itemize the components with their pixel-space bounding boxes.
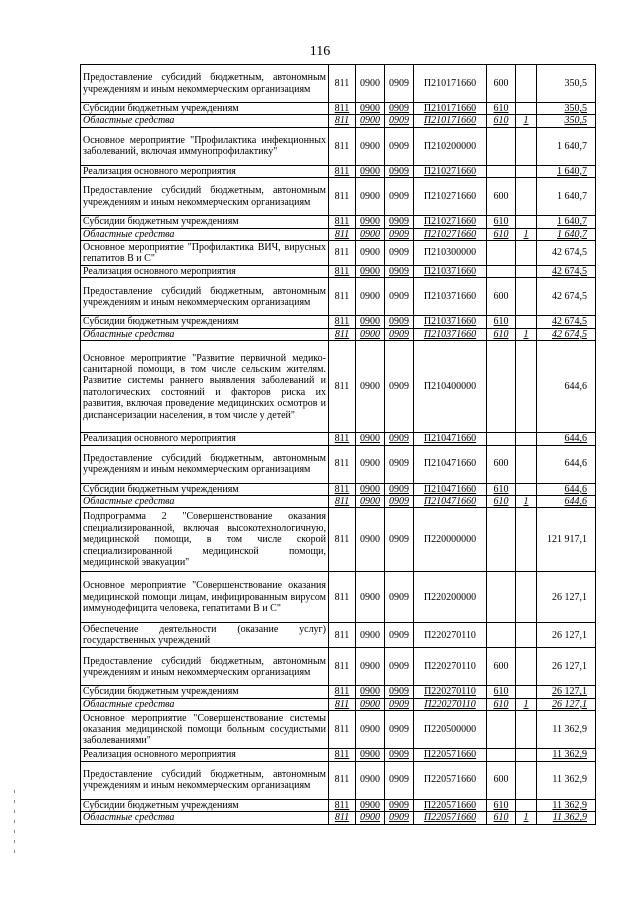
section-code: 0900 (356, 812, 385, 824)
ministry-code: 811 (329, 711, 356, 749)
table-row (81, 508, 596, 572)
table-row (81, 341, 596, 433)
expense-type-code (487, 266, 516, 278)
source-code (516, 341, 537, 433)
target-article-code: П220571660 (414, 761, 487, 799)
ministry-code: 811 (329, 749, 356, 761)
amount: 42 674,5 (537, 316, 596, 328)
target-article-code: П210371660 (414, 266, 487, 278)
table-row (81, 115, 596, 127)
table-row (81, 698, 596, 710)
subsection-code: 0909 (385, 761, 414, 799)
expense-type-code (487, 433, 516, 445)
subsection-code: 0909 (385, 115, 414, 127)
row-description: Областные средства (81, 812, 329, 824)
source-code: 1 (516, 496, 537, 508)
ministry-code: 811 (329, 812, 356, 824)
target-article-code: П210471660 (414, 483, 487, 495)
section-code: 0900 (356, 496, 385, 508)
row-description: Субсидии бюджетным учреждениям (81, 686, 329, 698)
source-code (516, 278, 537, 316)
subsection-code: 0909 (385, 508, 414, 572)
section-code: 0900 (356, 127, 385, 165)
source-code (516, 761, 537, 799)
ministry-code: 811 (329, 216, 356, 228)
margin-marks (14, 790, 16, 860)
table-row (81, 799, 596, 811)
row-description: Реализация основного мероприятия (81, 749, 329, 761)
target-article-code: П210171660 (414, 103, 487, 115)
amount: 11 362,9 (537, 812, 596, 824)
expense-type-code: 610 (487, 686, 516, 698)
amount: 1 640,7 (537, 165, 596, 177)
section-code: 0900 (356, 65, 385, 103)
ministry-code: 811 (329, 65, 356, 103)
expense-type-code: 610 (487, 228, 516, 240)
ministry-code: 811 (329, 127, 356, 165)
target-article-code: П220270110 (414, 648, 487, 686)
subsection-code: 0909 (385, 749, 414, 761)
expense-type-code: 600 (487, 445, 516, 483)
section-code: 0900 (356, 341, 385, 433)
expense-type-code: 610 (487, 103, 516, 115)
source-code (516, 178, 537, 216)
source-code (516, 127, 537, 165)
subsection-code: 0909 (385, 127, 414, 165)
subsection-code: 0909 (385, 711, 414, 749)
section-code: 0900 (356, 711, 385, 749)
source-code (516, 165, 537, 177)
expense-type-code (487, 572, 516, 623)
table-row (81, 103, 596, 115)
amount: 121 917,1 (537, 508, 596, 572)
amount: 11 362,9 (537, 749, 596, 761)
amount: 350,5 (537, 103, 596, 115)
target-article-code: П210171660 (414, 115, 487, 127)
amount: 644,6 (537, 433, 596, 445)
expense-type-code (487, 749, 516, 761)
amount: 42 674,5 (537, 241, 596, 266)
row-description: Областные средства (81, 698, 329, 710)
section-code: 0900 (356, 165, 385, 177)
row-description: Субсидии бюджетным учреждениям (81, 316, 329, 328)
row-description: Реализация основного мероприятия (81, 266, 329, 278)
ministry-code: 811 (329, 496, 356, 508)
source-code (516, 445, 537, 483)
expense-type-code: 610 (487, 328, 516, 340)
source-code (516, 266, 537, 278)
row-description: Областные средства (81, 115, 329, 127)
subsection-code: 0909 (385, 623, 414, 648)
section-code: 0900 (356, 483, 385, 495)
table-row (81, 812, 596, 824)
table-row (81, 433, 596, 445)
target-article-code: П220571660 (414, 749, 487, 761)
table-row (81, 761, 596, 799)
expense-type-code: 600 (487, 278, 516, 316)
expense-type-code (487, 165, 516, 177)
amount: 644,6 (537, 483, 596, 495)
row-description: Предоставление субсидий бюджетным, автономным учреждениям и иным некоммерческим организациям (81, 648, 329, 686)
expense-type-code: 610 (487, 216, 516, 228)
section-code: 0900 (356, 623, 385, 648)
row-description: Субсидии бюджетным учреждениям (81, 483, 329, 495)
amount: 42 674,5 (537, 266, 596, 278)
table-row (81, 445, 596, 483)
subsection-code: 0909 (385, 483, 414, 495)
source-code (516, 216, 537, 228)
amount: 1 640,7 (537, 127, 596, 165)
expense-type-code (487, 241, 516, 266)
target-article-code: П220200000 (414, 572, 487, 623)
amount: 26 127,1 (537, 572, 596, 623)
ministry-code: 811 (329, 165, 356, 177)
source-code (516, 648, 537, 686)
ministry-code: 811 (329, 178, 356, 216)
expense-type-code: 610 (487, 698, 516, 710)
subsection-code: 0909 (385, 648, 414, 686)
source-code (516, 316, 537, 328)
row-description: Предоставление субсидий бюджетным, автономным учреждениям и иным некоммерческим организациям (81, 278, 329, 316)
section-code: 0900 (356, 266, 385, 278)
source-code (516, 799, 537, 811)
ministry-code: 811 (329, 508, 356, 572)
target-article-code: П220500000 (414, 711, 487, 749)
expense-type-code (487, 341, 516, 433)
ministry-code: 811 (329, 686, 356, 698)
amount: 1 640,7 (537, 228, 596, 240)
ministry-code: 811 (329, 799, 356, 811)
table-row (81, 623, 596, 648)
table-row (81, 216, 596, 228)
row-description: Основное мероприятие "Совершенствование оказания медицинской помощи лицам, инфицированным вирусом иммунодефицита человека, гепатитами В и С" (81, 572, 329, 623)
subsection-code: 0909 (385, 433, 414, 445)
target-article-code: П210271660 (414, 216, 487, 228)
subsection-code: 0909 (385, 341, 414, 433)
section-code: 0900 (356, 316, 385, 328)
row-description: Предоставление субсидий бюджетным, автономным учреждениям и иным некоммерческим организациям (81, 65, 329, 103)
amount: 26 127,1 (537, 623, 596, 648)
source-code (516, 103, 537, 115)
table-row (81, 228, 596, 240)
expense-type-code: 610 (487, 799, 516, 811)
amount: 11 362,9 (537, 799, 596, 811)
target-article-code: П220270110 (414, 623, 487, 648)
table-row (81, 266, 596, 278)
target-article-code: П210171660 (414, 65, 487, 103)
target-article-code: П210300000 (414, 241, 487, 266)
ministry-code: 811 (329, 341, 356, 433)
ministry-code: 811 (329, 266, 356, 278)
amount: 644,6 (537, 445, 596, 483)
section-code: 0900 (356, 648, 385, 686)
table-row (81, 241, 596, 266)
target-article-code: П210471660 (414, 433, 487, 445)
target-article-code: П220571660 (414, 799, 487, 811)
expense-type-code: 600 (487, 65, 516, 103)
table-row (81, 572, 596, 623)
target-article-code: П210371660 (414, 328, 487, 340)
section-code: 0900 (356, 749, 385, 761)
table-row (81, 711, 596, 749)
subsection-code: 0909 (385, 698, 414, 710)
amount: 1 640,7 (537, 178, 596, 216)
target-article-code: П210371660 (414, 316, 487, 328)
target-article-code: П210471660 (414, 445, 487, 483)
ministry-code: 811 (329, 228, 356, 240)
source-code: 1 (516, 228, 537, 240)
source-code (516, 65, 537, 103)
table-row (81, 178, 596, 216)
amount: 1 640,7 (537, 216, 596, 228)
row-description: Реализация основного мероприятия (81, 433, 329, 445)
amount: 42 674,5 (537, 278, 596, 316)
expense-type-code: 610 (487, 115, 516, 127)
page-number: 116 (309, 44, 331, 59)
target-article-code: П220000000 (414, 508, 487, 572)
subsection-code: 0909 (385, 278, 414, 316)
expense-type-code: 600 (487, 761, 516, 799)
source-code (516, 749, 537, 761)
target-article-code: П210271660 (414, 228, 487, 240)
expense-type-code: 600 (487, 648, 516, 686)
ministry-code: 811 (329, 483, 356, 495)
row-description: Основное мероприятие "Развитие первичной медико-санитарной помощи, в том числе сельским жителям. Развитие системы раннего выявления заболеваний и патологических состояний и факторов риска их развития, включая проведение медицинских осмотров и диспансеризации населения, в том числе у детей" (81, 341, 329, 433)
table-row (81, 328, 596, 340)
subsection-code: 0909 (385, 328, 414, 340)
target-article-code: П210371660 (414, 278, 487, 316)
ministry-code: 811 (329, 698, 356, 710)
table-row (81, 165, 596, 177)
expense-type-code: 610 (487, 316, 516, 328)
source-code (516, 711, 537, 749)
section-code: 0900 (356, 433, 385, 445)
target-article-code: П220270110 (414, 686, 487, 698)
amount: 644,6 (537, 341, 596, 433)
section-code: 0900 (356, 572, 385, 623)
ministry-code: 811 (329, 572, 356, 623)
source-code (516, 508, 537, 572)
section-code: 0900 (356, 761, 385, 799)
ministry-code: 811 (329, 115, 356, 127)
ministry-code: 811 (329, 241, 356, 266)
section-code: 0900 (356, 445, 385, 483)
subsection-code: 0909 (385, 445, 414, 483)
amount: 350,5 (537, 65, 596, 103)
section-code: 0900 (356, 278, 385, 316)
amount: 350,5 (537, 115, 596, 127)
table-row (81, 316, 596, 328)
target-article-code: П210471660 (414, 496, 487, 508)
expense-type-code (487, 127, 516, 165)
section-code: 0900 (356, 686, 385, 698)
ministry-code: 811 (329, 623, 356, 648)
amount: 11 362,9 (537, 711, 596, 749)
amount: 26 127,1 (537, 648, 596, 686)
ministry-code: 811 (329, 445, 356, 483)
target-article-code: П210200000 (414, 127, 487, 165)
subsection-code: 0909 (385, 686, 414, 698)
ministry-code: 811 (329, 648, 356, 686)
section-code: 0900 (356, 103, 385, 115)
subsection-code: 0909 (385, 65, 414, 103)
target-article-code: П220270110 (414, 698, 487, 710)
row-description: Основное мероприятие "Профилактика инфекционных заболеваний, включая иммунопрофилактику" (81, 127, 329, 165)
row-description: Субсидии бюджетным учреждениям (81, 103, 329, 115)
section-code: 0900 (356, 178, 385, 216)
section-code: 0900 (356, 698, 385, 710)
subsection-code: 0909 (385, 178, 414, 216)
ministry-code: 811 (329, 103, 356, 115)
subsection-code: 0909 (385, 799, 414, 811)
row-description: Основное мероприятие "Профилактика ВИЧ, вирусных гепатитов В и С" (81, 241, 329, 266)
target-article-code: П210271660 (414, 178, 487, 216)
section-code: 0900 (356, 328, 385, 340)
amount: 11 362,9 (537, 761, 596, 799)
row-description: Субсидии бюджетным учреждениям (81, 799, 329, 811)
row-description: Реализация основного мероприятия (81, 165, 329, 177)
section-code: 0900 (356, 216, 385, 228)
target-article-code: П210400000 (414, 341, 487, 433)
source-code: 1 (516, 115, 537, 127)
subsection-code: 0909 (385, 241, 414, 266)
expense-type-code (487, 623, 516, 648)
ministry-code: 811 (329, 328, 356, 340)
ministry-code: 811 (329, 278, 356, 316)
table-row (81, 648, 596, 686)
ministry-code: 811 (329, 433, 356, 445)
section-code: 0900 (356, 228, 385, 240)
source-code: 1 (516, 698, 537, 710)
subsection-code: 0909 (385, 228, 414, 240)
source-code: 1 (516, 328, 537, 340)
table-row (81, 749, 596, 761)
row-description: Обеспечение деятельности (оказание услуг) государственных учреждений (81, 623, 329, 648)
row-description: Предоставление субсидий бюджетным, автономным учреждениям и иным некоммерческим организациям (81, 761, 329, 799)
table-row (81, 686, 596, 698)
target-article-code: П210271660 (414, 165, 487, 177)
table-row (81, 127, 596, 165)
row-description: Субсидии бюджетным учреждениям (81, 216, 329, 228)
table-row (81, 65, 596, 103)
expense-type-code: 610 (487, 496, 516, 508)
subsection-code: 0909 (385, 572, 414, 623)
subsection-code: 0909 (385, 216, 414, 228)
row-description: Предоставление субсидий бюджетным, автономным учреждениям и иным некоммерческим организациям (81, 445, 329, 483)
subsection-code: 0909 (385, 103, 414, 115)
subsection-code: 0909 (385, 165, 414, 177)
source-code (516, 623, 537, 648)
amount: 644,6 (537, 496, 596, 508)
row-description: Основное мероприятие "Совершенствование системы оказания медицинской помощи больным сосудистыми заболеваниями" (81, 711, 329, 749)
subsection-code: 0909 (385, 316, 414, 328)
expense-type-code: 610 (487, 812, 516, 824)
section-code: 0900 (356, 115, 385, 127)
row-description: Областные средства (81, 496, 329, 508)
row-description: Подпрограмма 2 "Совершенствование оказания специализированной, включая высокотехнологичную, медицинской помощи, в том числе скорой специализированной медицинской помощи, медицинской эвакуации" (81, 508, 329, 572)
expense-type-code: 600 (487, 178, 516, 216)
section-code: 0900 (356, 799, 385, 811)
table-row (81, 278, 596, 316)
expense-type-code (487, 711, 516, 749)
target-article-code: П220571660 (414, 812, 487, 824)
source-code: 1 (516, 812, 537, 824)
source-code (516, 483, 537, 495)
section-code: 0900 (356, 241, 385, 266)
row-description: Областные средства (81, 228, 329, 240)
ministry-code: 811 (329, 761, 356, 799)
subsection-code: 0909 (385, 812, 414, 824)
amount: 26 127,1 (537, 698, 596, 710)
source-code (516, 572, 537, 623)
amount: 42 674,5 (537, 328, 596, 340)
source-code (516, 433, 537, 445)
source-code (516, 686, 537, 698)
amount: 26 127,1 (537, 686, 596, 698)
expense-type-code: 610 (487, 483, 516, 495)
row-description: Областные средства (81, 328, 329, 340)
subsection-code: 0909 (385, 266, 414, 278)
row-description: Предоставление субсидий бюджетным, автономным учреждениям и иным некоммерческим организациям (81, 178, 329, 216)
source-code (516, 241, 537, 266)
budget-table (80, 64, 596, 825)
ministry-code: 811 (329, 316, 356, 328)
section-code: 0900 (356, 508, 385, 572)
expense-type-code (487, 508, 516, 572)
table-row (81, 483, 596, 495)
table-row (81, 496, 596, 508)
subsection-code: 0909 (385, 496, 414, 508)
